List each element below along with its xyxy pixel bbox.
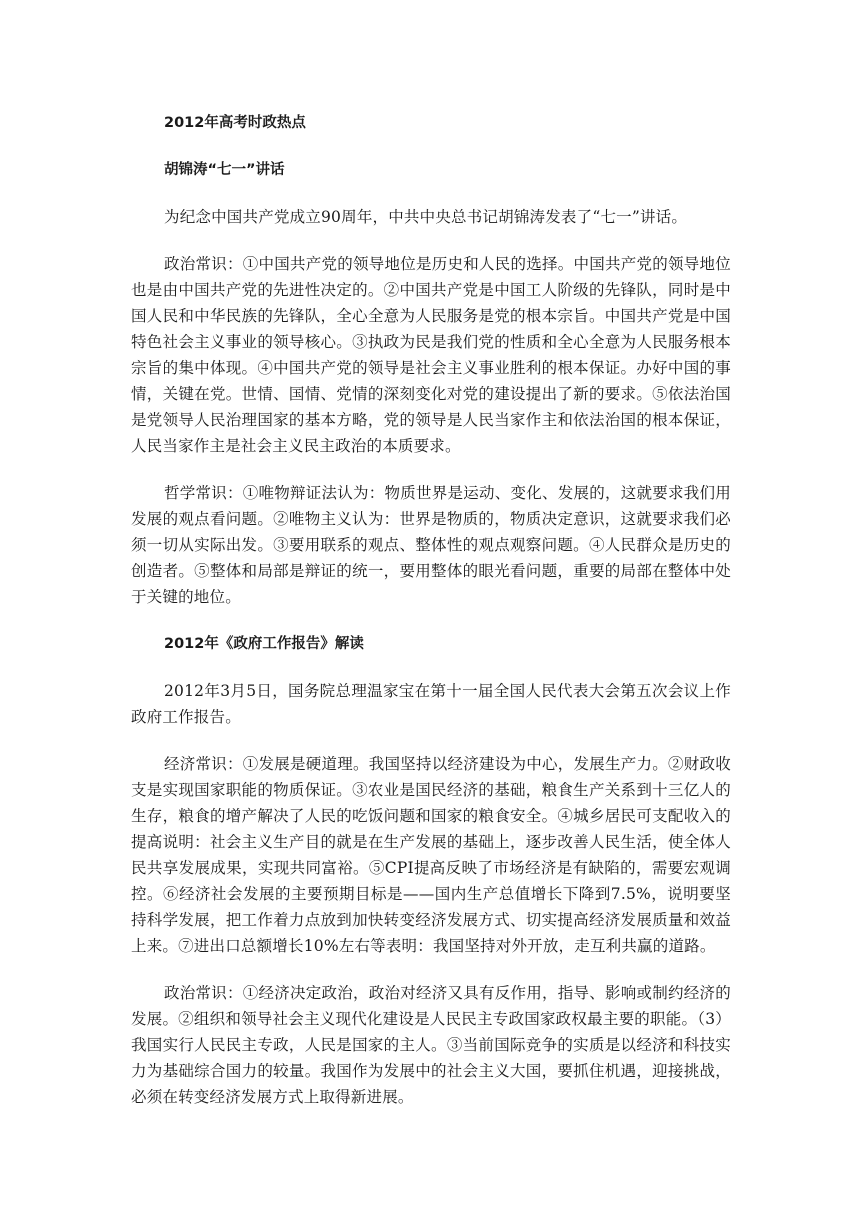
document-title: 2012年高考时政热点 [164,115,306,131]
section-heading-government-work-report: 2012年《政府工作报告》解读 [164,636,364,652]
section2-politics-paragraph: 政治常识：①经济决定政治，政治对经济又具有反作用，指导、影响或制约经济的发展。②组织和领导社会主义现代化建设是人民民主专政国家政权最主要的职能。（3）我国实行人民民主专政，人民是国家的主人。③当前国际竞争的实质是以经济和科技实力为基础综合国力的较量。我国作为发展中的社会主义大国，要抓住机遇，迎接挑战，必须在转变经济发展方式上取得新进展。 [131,984,731,1106]
section1-intro-paragraph: 为纪念中国共产党成立90周年，中共中央总书记胡锦涛发表了“七一”讲话。 [164,208,688,226]
section2-economics-paragraph: 经济常识：①发展是硬道理。我国坚持以经济建设为中心，发展生产力。②财政收支是实现国家职能的物质保证。③农业是国民经济的基础，粮食生产关系到十三亿人的生存，粮食的增产解决了人民的吃饭问题和国家的粮食安全。④城乡居民可支配收入的提高说明：社会主义生产目的就是在生产发展的基础上，逐步改善人民生活，使全体人民共享发展成果，实现共同富裕。⑤CPI提高反映了市场经济是有缺陷的，需要宏观调控。⑥经济社会发展的主要预期目标是——国内生产总值增长下降到7.5%，说明要坚持科学发展，把工作着力点放到加快转变经济发展方式、切实提高经济发展质量和效益上来。⑦进出口总额增长10%左右等表明：我国坚持对外开放，走互利共赢的道路。 [131,755,731,955]
section2-intro-paragraph: 2012年3月5日，国务院总理温家宝在第十一届全国人民代表大会第五次会议上作政府工作报告。 [131,682,731,726]
section1-politics-paragraph: 政治常识：①中国共产党的领导地位是历史和人民的选择。中国共产党的领导地位也是由中国共产党的先进性决定的。②中国共产党是中国工人阶级的先锋队，同时是中国人民和中华民族的先锋队，全心全意为人民服务是党的根本宗旨。中国共产党是中国特色社会主义事业的领导核心。③执政为民是我们党的性质和全心全意为人民服务根本宗旨的集中体现。④中国共产党的领导是社会主义事业胜利的根本保证。办好中国的事情，关键在党。世情、国情、党情的深刻变化对党的建设提出了新的要求。⑤依法治国是党领导人民治理国家的基本方略，党的领导是人民当家作主和依法治国的根本保证，人民当家作主是社会主义民主政治的本质要求。 [131,255,731,455]
section-heading-july-first-speech: 胡锦涛“七一”讲话 [164,162,285,178]
section1-philosophy-paragraph: 哲学常识：①唯物辩证法认为：物质世界是运动、变化、发展的，这就要求我们用发展的观点看问题。②唯物主义认为：世界是物质的，物质决定意识，这就要求我们必须一切从实际出发。③要用联系的观点、整体性的观点观察问题。④人民群众是历史的创造者。⑤整体和局部是辩证的统一，要用整体的眼光看问题，重要的局部在整体中处于关键的地位。 [131,484,731,606]
document-body [131,110,731,1131]
